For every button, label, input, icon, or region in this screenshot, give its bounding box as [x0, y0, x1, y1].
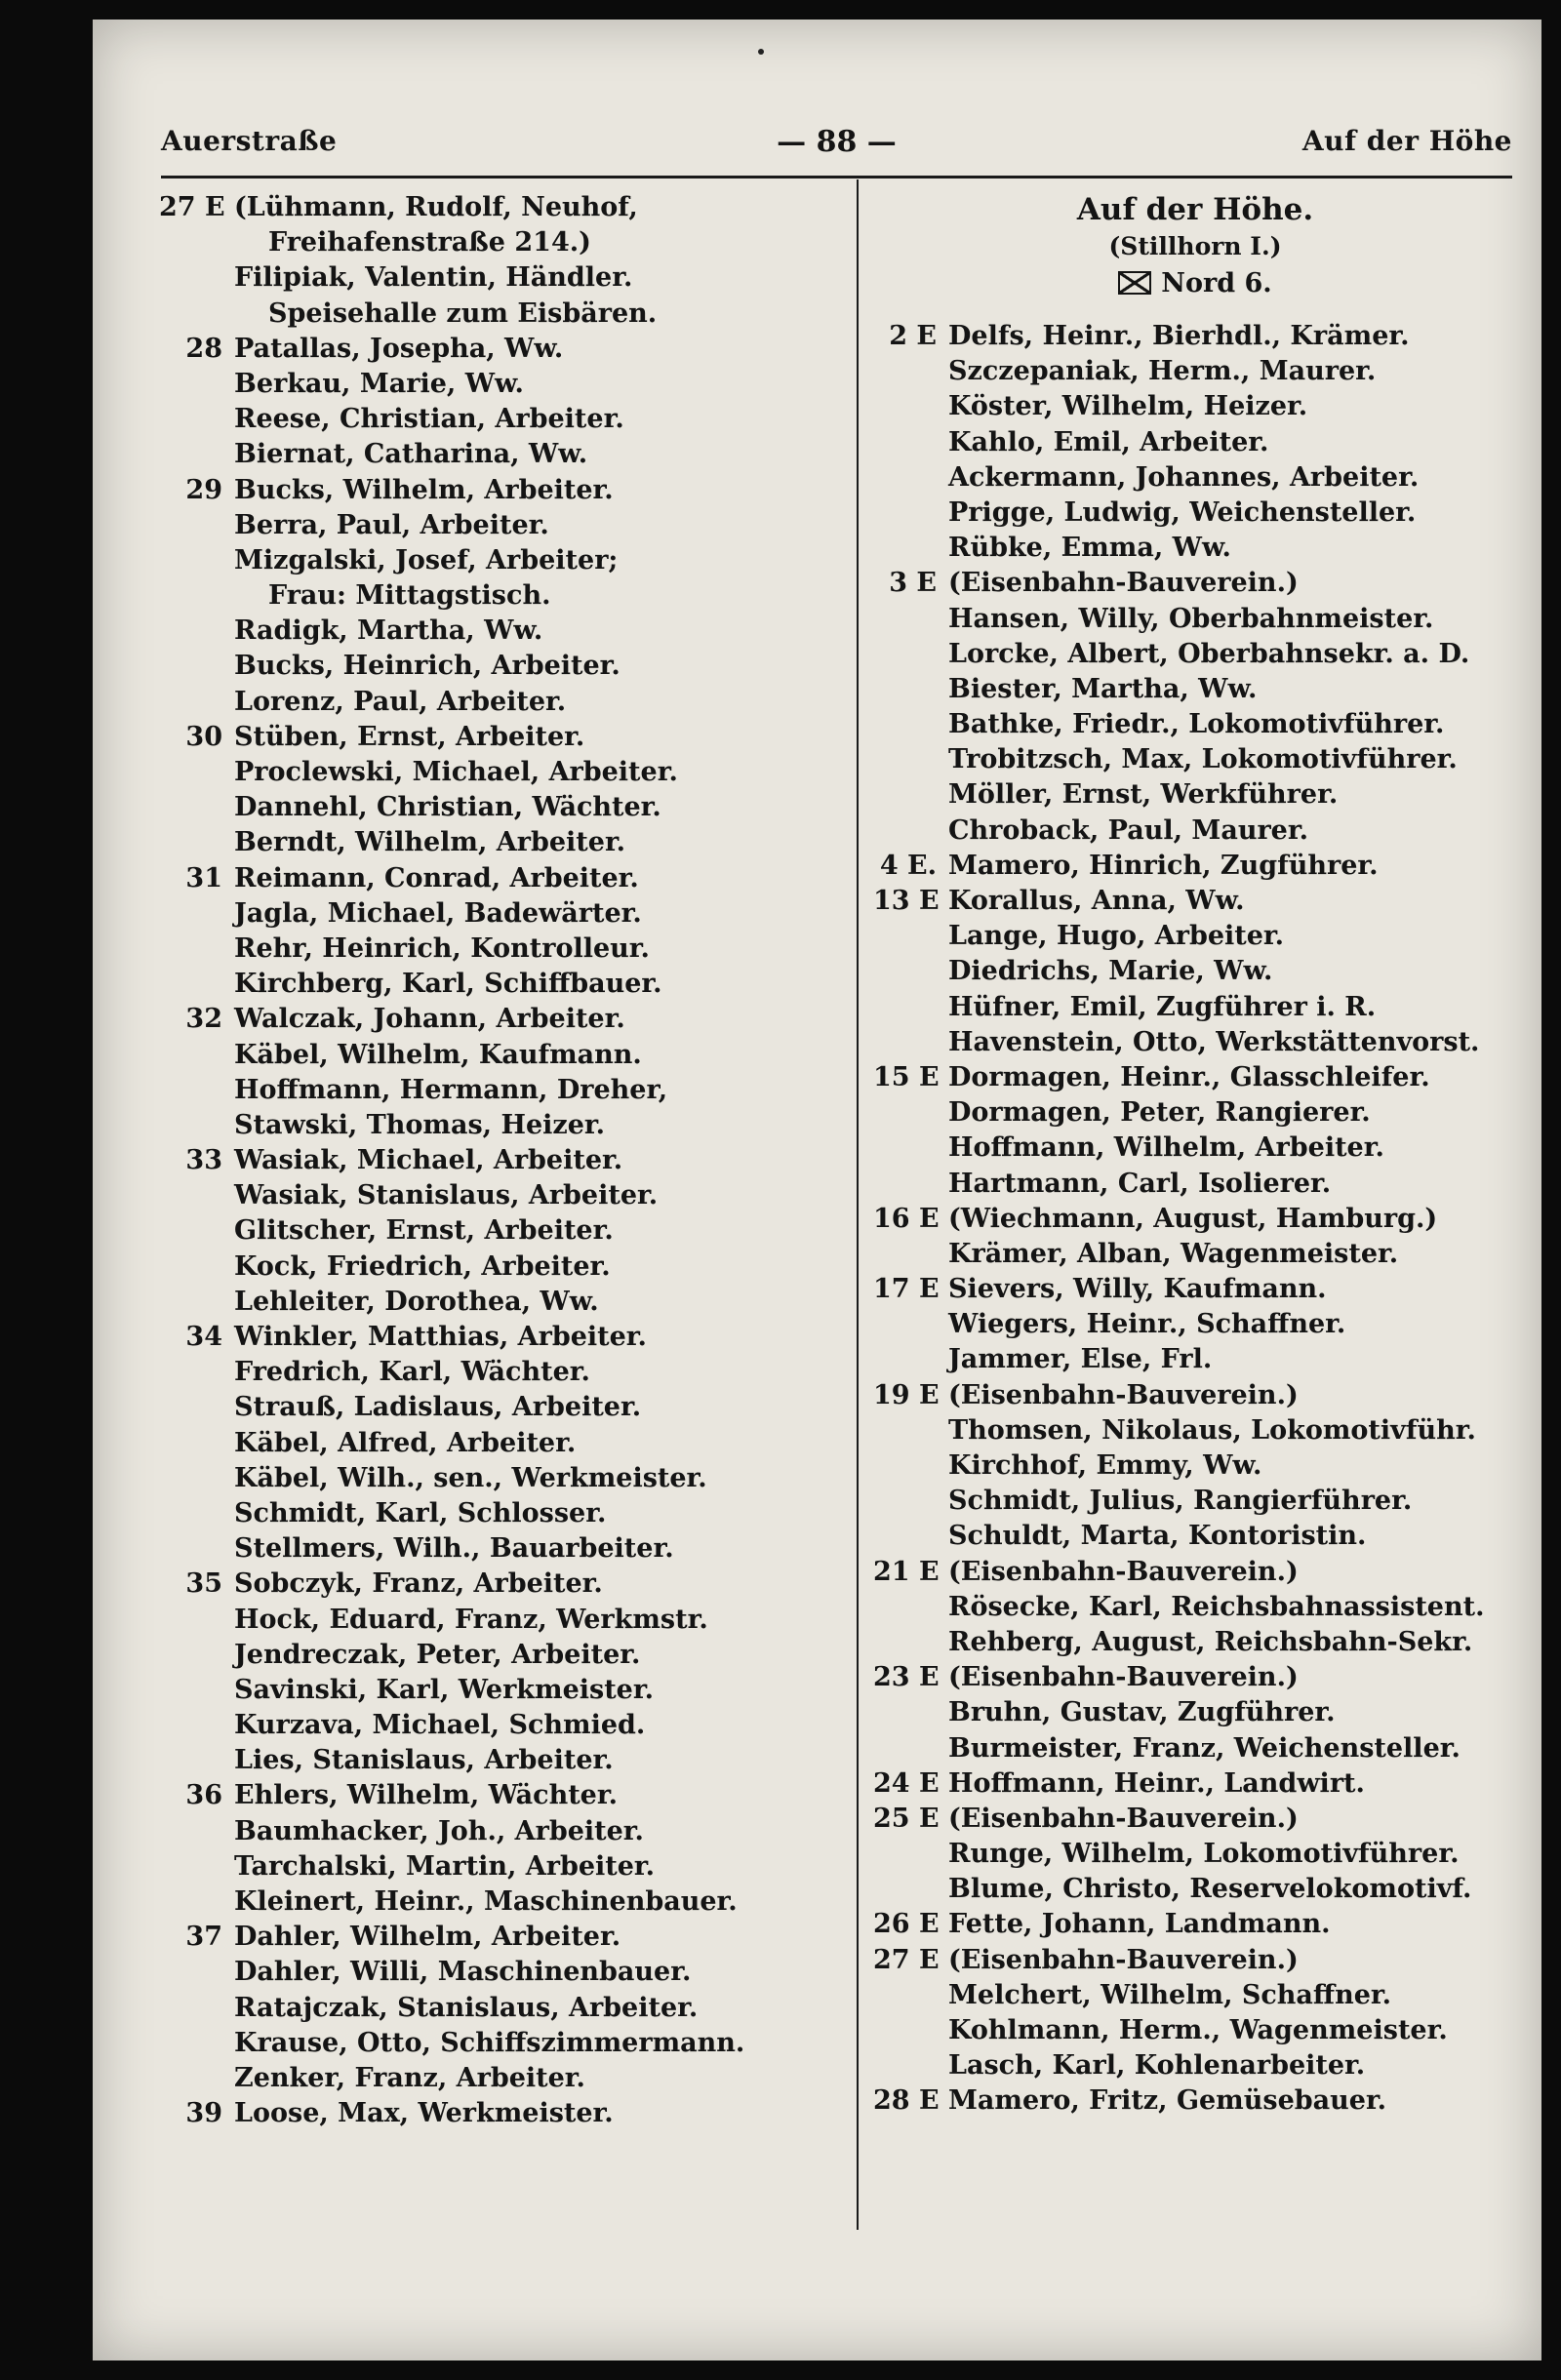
directory-line: [159, 720, 842, 755]
directory-line: [873, 1237, 1517, 1272]
resident-entry: Berkau, Marie, Ww.: [234, 368, 524, 399]
house-number: 32: [185, 1004, 222, 1035]
directory-line: [873, 1307, 1517, 1342]
resident-entry: Mizgalski, Josef, Arbeiter;: [234, 544, 619, 575]
directory-line: [159, 1320, 842, 1355]
directory-line: [159, 1849, 842, 1884]
resident-entry: Szczepaniak, Herm., Maurer.: [948, 356, 1377, 387]
directory-line: [873, 602, 1517, 637]
resident-entry: Kleinert, Heinr., Maschinenbauer.: [234, 1886, 738, 1917]
resident-entry: Fette, Johann, Landmann.: [948, 1909, 1331, 1940]
resident-entry: Dannehl, Christian, Wächter.: [234, 792, 661, 823]
resident-entry: Savinski, Karl, Werkmeister.: [234, 1674, 655, 1705]
directory-line: [159, 225, 842, 260]
resident-entry: Wiegers, Heinr., Schaffner.: [948, 1309, 1346, 1340]
column-divider: [857, 179, 859, 2230]
directory-line: [873, 319, 1517, 354]
resident-entry: Ackermann, Johannes, Arbeiter.: [948, 461, 1420, 493]
resident-entry: Reimann, Conrad, Arbeiter.: [234, 862, 639, 893]
directory-line: [159, 1461, 842, 1496]
directory-line: [873, 637, 1517, 672]
resident-entry: Hoffmann, Hermann, Dreher,: [234, 1074, 668, 1105]
house-number: 21 E: [873, 1556, 940, 1587]
resident-entry: Hansen, Willy, Oberbahnmeister.: [948, 603, 1434, 634]
directory-line: [159, 1002, 842, 1037]
resident-entry: Krämer, Alban, Wagenmeister.: [948, 1238, 1399, 1269]
directory-line: [159, 1778, 842, 1813]
resident-entry: Kock, Friedrich, Arbeiter.: [234, 1250, 611, 1282]
resident-entry: Hüfner, Emil, Zugführer i. R.: [948, 991, 1377, 1022]
directory-line: [873, 496, 1517, 531]
section-subtitle: (Stillhorn I.): [1108, 232, 1282, 260]
directory-line: [159, 1603, 842, 1638]
resident-entry: Stawski, Thomas, Heizer.: [234, 1109, 606, 1140]
resident-entry: Bucks, Heinrich, Arbeiter.: [234, 651, 620, 682]
directory-line: [159, 1743, 842, 1778]
header-right-street: Auf der Höhe: [1301, 125, 1512, 157]
directory-line: [159, 825, 842, 860]
resident-entry: Filipiak, Valentin, Händler.: [234, 262, 633, 294]
directory-line: [159, 508, 842, 543]
directory-line: [873, 1519, 1517, 1554]
resident-entry: Diedrichs, Marie, Ww.: [948, 956, 1273, 987]
right-entries: [873, 319, 1517, 2120]
directory-line: [159, 1884, 842, 1920]
resident-entry: Patallas, Josepha, Ww.: [234, 333, 564, 364]
directory-line: [159, 1673, 842, 1708]
page-header: [161, 125, 1512, 164]
directory-line: [159, 260, 842, 296]
resident-entry: Berra, Paul, Arbeiter.: [234, 509, 549, 540]
directory-line: [873, 389, 1517, 424]
directory-line: [873, 1907, 1517, 1942]
resident-entry: Käbel, Wilh., sen., Werkmeister.: [234, 1462, 707, 1493]
directory-line: [873, 954, 1517, 989]
resident-entry: (Eisenbahn-Bauverein.): [948, 1379, 1299, 1410]
directory-line: [159, 1038, 842, 1073]
resident-entry: Dormagen, Peter, Rangierer.: [948, 1097, 1371, 1129]
header-left-street: Auerstraße: [161, 125, 338, 157]
resident-entry: Havenstein, Otto, Werkstättenvorst.: [948, 1026, 1480, 1057]
directory-line: [873, 1731, 1517, 1766]
directory-line: [159, 543, 842, 578]
directory-line: [159, 790, 842, 825]
resident-entry: Runge, Wilhelm, Lokomotivführer.: [948, 1839, 1460, 1870]
resident-entry: Lehleiter, Dorothea, Ww.: [234, 1286, 599, 1317]
directory-line: [873, 354, 1517, 389]
resident-entry: Hoffmann, Heinr., Landwirt.: [948, 1767, 1365, 1799]
house-number: 15 E: [873, 1061, 940, 1092]
directory-line: [159, 332, 842, 367]
section-title: Auf der Höhe.: [1076, 192, 1314, 227]
resident-entry: Schmidt, Julius, Rangierführer.: [948, 1486, 1413, 1517]
resident-entry: Delfs, Heinr., Bierhdl., Krämer.: [948, 321, 1410, 351]
directory-line: [873, 2083, 1517, 2119]
directory-line: [873, 1660, 1517, 1695]
house-number: 16 E: [873, 1203, 940, 1234]
resident-entry: Sievers, Willy, Kaufmann.: [948, 1274, 1327, 1305]
directory-line: [159, 1108, 842, 1143]
house-number: 37: [185, 1922, 222, 1953]
directory-line: [159, 967, 842, 1002]
resident-entry: Burmeister, Franz, Weichensteller.: [948, 1732, 1461, 1764]
house-number: 23 E: [873, 1662, 940, 1693]
directory-line: [873, 1130, 1517, 1166]
directory-line: [159, 402, 842, 437]
resident-entry: Speisehalle zum Eisbären.: [268, 298, 658, 329]
resident-entry: (Eisenbahn-Bauverein.): [948, 1803, 1299, 1834]
directory-line: [873, 1978, 1517, 2013]
spacer: [873, 303, 1517, 319]
directory-line: [159, 614, 842, 649]
house-number: 34: [185, 1322, 222, 1352]
resident-entry: Jammer, Else, Frl.: [948, 1344, 1213, 1375]
resident-entry: Prigge, Ludwig, Weichensteller.: [948, 496, 1417, 528]
directory-line: [159, 896, 842, 932]
directory-line: [873, 1695, 1517, 1730]
directory-line: [159, 437, 842, 472]
directory-line: [159, 1708, 842, 1743]
house-number: 13 E: [873, 886, 940, 916]
directory-line: [159, 578, 842, 614]
directory-line: [873, 1202, 1517, 1237]
resident-entry: Mamero, Hinrich, Zugführer.: [948, 850, 1379, 881]
house-number: 30: [185, 721, 222, 752]
directory-line: [873, 425, 1517, 460]
directory-line: [873, 1167, 1517, 1202]
resident-entry: Zenker, Franz, Arbeiter.: [234, 2062, 585, 2093]
resident-entry: Biester, Martha, Ww.: [948, 673, 1258, 704]
resident-entry: Strauß, Ladislaus, Arbeiter.: [234, 1392, 642, 1423]
house-number: 36: [185, 1780, 222, 1811]
directory-line: [873, 460, 1517, 496]
resident-entry: Jagla, Michael, Badewärter.: [234, 897, 642, 929]
directory-line: [873, 566, 1517, 601]
directory-line: [159, 2026, 842, 2061]
house-number: 19 E: [873, 1379, 940, 1410]
resident-entry: Rübke, Emma, Ww.: [948, 533, 1231, 564]
resident-entry: Lorenz, Paul, Arbeiter.: [234, 686, 567, 717]
directory-line: [873, 1342, 1517, 1377]
resident-entry: Schmidt, Karl, Schlosser.: [234, 1497, 607, 1528]
postal-district: [873, 264, 1517, 303]
resident-entry: Rehr, Heinrich, Kontrolleur.: [234, 932, 650, 964]
house-number: 17 E: [873, 1274, 940, 1305]
directory-line: [873, 990, 1517, 1025]
directory-line: [159, 1143, 842, 1178]
directory-line: [873, 1555, 1517, 1590]
resident-entry: Trobitzsch, Max, Lokomotivführer.: [948, 744, 1458, 775]
resident-entry: Loose, Max, Werkmeister.: [234, 2098, 614, 2129]
directory-line: [873, 1025, 1517, 1060]
directory-line: [159, 1567, 842, 1602]
resident-entry: Hoffmann, Wilhelm, Arbeiter.: [948, 1132, 1384, 1164]
resident-entry: Winkler, Matthias, Arbeiter.: [234, 1322, 647, 1352]
directory-line: [159, 2061, 842, 2096]
directory-line: [873, 1943, 1517, 1978]
directory-line: [873, 1625, 1517, 1660]
directory-line: [873, 1272, 1517, 1307]
resident-entry: Korallus, Anna, Ww.: [948, 886, 1245, 916]
directory-line: [873, 742, 1517, 777]
resident-entry: Blume, Christo, Reservelokomotivf.: [948, 1874, 1472, 1905]
directory-line: [873, 1484, 1517, 1519]
directory-line: [873, 1060, 1517, 1095]
directory-line: [873, 1413, 1517, 1448]
directory-line: [873, 1590, 1517, 1625]
right-column: [873, 190, 1517, 2120]
directory-line: [873, 2048, 1517, 2083]
header-rule: [161, 176, 1512, 178]
resident-entry: Lasch, Karl, Kohlenarbeiter.: [948, 2050, 1366, 2082]
directory-line: [873, 1378, 1517, 1413]
resident-entry: Lorcke, Albert, Oberbahnsekr. a. D.: [948, 638, 1470, 669]
resident-entry: Möller, Ernst, Werkführer.: [948, 779, 1339, 811]
resident-entry: Kahlo, Emil, Arbeiter.: [948, 426, 1269, 457]
directory-line: [159, 1390, 842, 1425]
resident-entry: Proclewski, Michael, Arbeiter.: [234, 757, 678, 787]
resident-entry: Biernat, Catharina, Ww.: [234, 439, 588, 470]
directory-line: [873, 672, 1517, 707]
left-column: [159, 190, 842, 2131]
resident-entry: Frau: Mittagstisch.: [268, 580, 551, 612]
resident-entry: Käbel, Alfred, Arbeiter.: [234, 1427, 577, 1458]
directory-line: [159, 1638, 842, 1673]
directory-line: [159, 649, 842, 684]
resident-entry: Kurzava, Michael, Schmied.: [234, 1710, 646, 1741]
resident-entry: (Eisenbahn-Bauverein.): [948, 1556, 1299, 1587]
directory-line: [159, 1496, 842, 1531]
envelope-icon: [1118, 271, 1151, 295]
resident-entry: (Lühmann, Rudolf, Neuhof,: [234, 192, 638, 222]
document-page: [93, 20, 1541, 2360]
directory-line: [873, 1766, 1517, 1802]
directory-line: [873, 531, 1517, 566]
resident-entry: Lies, Stanislaus, Arbeiter.: [234, 1745, 614, 1776]
directory-line: [159, 1355, 842, 1390]
directory-line: [159, 2096, 842, 2131]
resident-entry: Wasiak, Stanislaus, Arbeiter.: [234, 1180, 659, 1211]
directory-line: [159, 932, 842, 967]
house-number: 28 E: [873, 2085, 940, 2117]
directory-line: [159, 473, 842, 508]
resident-entry: Kirchberg, Karl, Schiffbauer.: [234, 969, 662, 1000]
house-number: 3 E: [889, 568, 937, 599]
resident-entry: Thomsen, Nikolaus, Lokomotivführ.: [948, 1414, 1476, 1446]
house-number: 27 E: [159, 192, 225, 222]
directory-line: [159, 861, 842, 896]
resident-entry: Mamero, Fritz, Gemüsebauer.: [948, 2085, 1387, 2117]
resident-entry: Berndt, Wilhelm, Arbeiter.: [234, 827, 626, 858]
directory-line: [873, 1448, 1517, 1484]
directory-line: [159, 755, 842, 790]
resident-entry: Sobczyk, Franz, Arbeiter.: [234, 1568, 603, 1600]
directory-line: [159, 1426, 842, 1461]
directory-line: [159, 1250, 842, 1285]
resident-entry: Chroback, Paul, Maurer.: [948, 814, 1308, 846]
resident-entry: Bathke, Friedr., Lokomotivführer.: [948, 709, 1445, 740]
directory-line: [873, 849, 1517, 884]
speck: [758, 49, 764, 55]
directory-line: [873, 1837, 1517, 1872]
house-number: 31: [185, 862, 222, 893]
directory-line: [159, 1285, 842, 1320]
resident-entry: Dahler, Wilhelm, Arbeiter.: [234, 1922, 621, 1953]
house-number: 25 E: [873, 1803, 940, 1834]
house-number: 4 E.: [879, 850, 937, 881]
page-number: — 88 —: [777, 125, 897, 159]
directory-line: [873, 1802, 1517, 1837]
resident-entry: Köster, Wilhelm, Heizer.: [948, 391, 1308, 422]
resident-entry: (Eisenbahn-Bauverein.): [948, 1662, 1299, 1693]
directory-line: [159, 1213, 842, 1249]
resident-entry: Radigk, Martha, Ww.: [234, 615, 543, 647]
resident-entry: Jendreczak, Peter, Arbeiter.: [234, 1639, 641, 1670]
directory-line: [873, 919, 1517, 954]
directory-line: [873, 2013, 1517, 2048]
directory-line: [159, 1531, 842, 1567]
resident-entry: Fredrich, Karl, Wächter.: [234, 1357, 590, 1388]
resident-entry: Rehberg, August, Reichsbahn-Sekr.: [948, 1626, 1473, 1657]
directory-line: [873, 813, 1517, 849]
resident-entry: Schuldt, Marta, Kontoristin.: [948, 1521, 1367, 1552]
postal-label: Nord 6.: [1161, 268, 1272, 298]
resident-entry: Dahler, Willi, Maschinenbauer.: [234, 1957, 692, 1988]
house-number: 35: [185, 1568, 222, 1600]
resident-entry: Ehlers, Wilhelm, Wächter.: [234, 1780, 619, 1811]
directory-line: [159, 297, 842, 332]
directory-line: [159, 1991, 842, 2026]
resident-entry: Baumhacker, Joh., Arbeiter.: [234, 1815, 644, 1846]
resident-entry: Glitscher, Ernst, Arbeiter.: [234, 1215, 614, 1247]
directory-line: [159, 1178, 842, 1213]
directory-line: [873, 777, 1517, 813]
resident-entry: Wasiak, Michael, Arbeiter.: [234, 1145, 623, 1176]
resident-entry: Kohlmann, Herm., Wagenmeister.: [948, 2015, 1448, 2045]
resident-entry: Kirchhof, Emmy, Ww.: [948, 1450, 1262, 1481]
directory-line: [159, 1073, 842, 1108]
house-number: 24 E: [873, 1767, 940, 1799]
resident-entry: (Wiechmann, August, Hamburg.): [948, 1203, 1438, 1234]
resident-entry: Bruhn, Gustav, Zugführer.: [948, 1697, 1336, 1728]
directory-line: [159, 1814, 842, 1849]
resident-entry: Tarchalski, Martin, Arbeiter.: [234, 1850, 656, 1882]
resident-entry: Stellmers, Wilh., Bauarbeiter.: [234, 1533, 674, 1565]
house-number: 27 E: [873, 1944, 940, 1975]
house-number: 29: [185, 474, 222, 505]
directory-line: [159, 1955, 842, 1990]
house-number: 39: [185, 2098, 222, 2129]
resident-entry: Hock, Eduard, Franz, Werkmstr.: [234, 1604, 708, 1635]
directory-line: [873, 1095, 1517, 1130]
house-number: 2 E: [889, 321, 937, 351]
resident-entry: (Eisenbahn-Bauverein.): [948, 568, 1299, 599]
house-number: 28: [185, 333, 222, 364]
house-number: 33: [185, 1145, 222, 1176]
resident-entry: Bucks, Wilhelm, Arbeiter.: [234, 474, 614, 505]
resident-entry: Hartmann, Carl, Isolierer.: [948, 1168, 1332, 1199]
resident-entry: Ratajczak, Stanislaus, Arbeiter.: [234, 1992, 699, 2023]
resident-entry: Lange, Hugo, Arbeiter.: [948, 921, 1285, 952]
directory-line: [159, 367, 842, 402]
house-number: 26 E: [873, 1909, 940, 1940]
resident-entry: Dormagen, Heinr., Glasschleifer.: [948, 1061, 1430, 1092]
directory-line: [159, 685, 842, 720]
resident-entry: Melchert, Wilhelm, Schaffner.: [948, 1979, 1392, 2010]
directory-line: [159, 1920, 842, 1955]
directory-line: [873, 884, 1517, 919]
directory-line: [873, 1872, 1517, 1907]
resident-entry: Krause, Otto, Schiffszimmermann.: [234, 2027, 745, 2058]
resident-entry: Freihafenstraße 214.): [268, 227, 591, 258]
directory-line: [873, 707, 1517, 742]
resident-entry: (Eisenbahn-Bauverein.): [948, 1944, 1299, 1975]
resident-entry: Käbel, Wilhelm, Kaufmann.: [234, 1039, 642, 1070]
resident-entry: Stüben, Ernst, Arbeiter.: [234, 721, 585, 752]
directory-line: [159, 190, 842, 225]
resident-entry: Rösecke, Karl, Reichsbahnassistent.: [948, 1591, 1485, 1622]
resident-entry: Walczak, Johann, Arbeiter.: [234, 1004, 625, 1035]
resident-entry: Reese, Christian, Arbeiter.: [234, 404, 624, 435]
